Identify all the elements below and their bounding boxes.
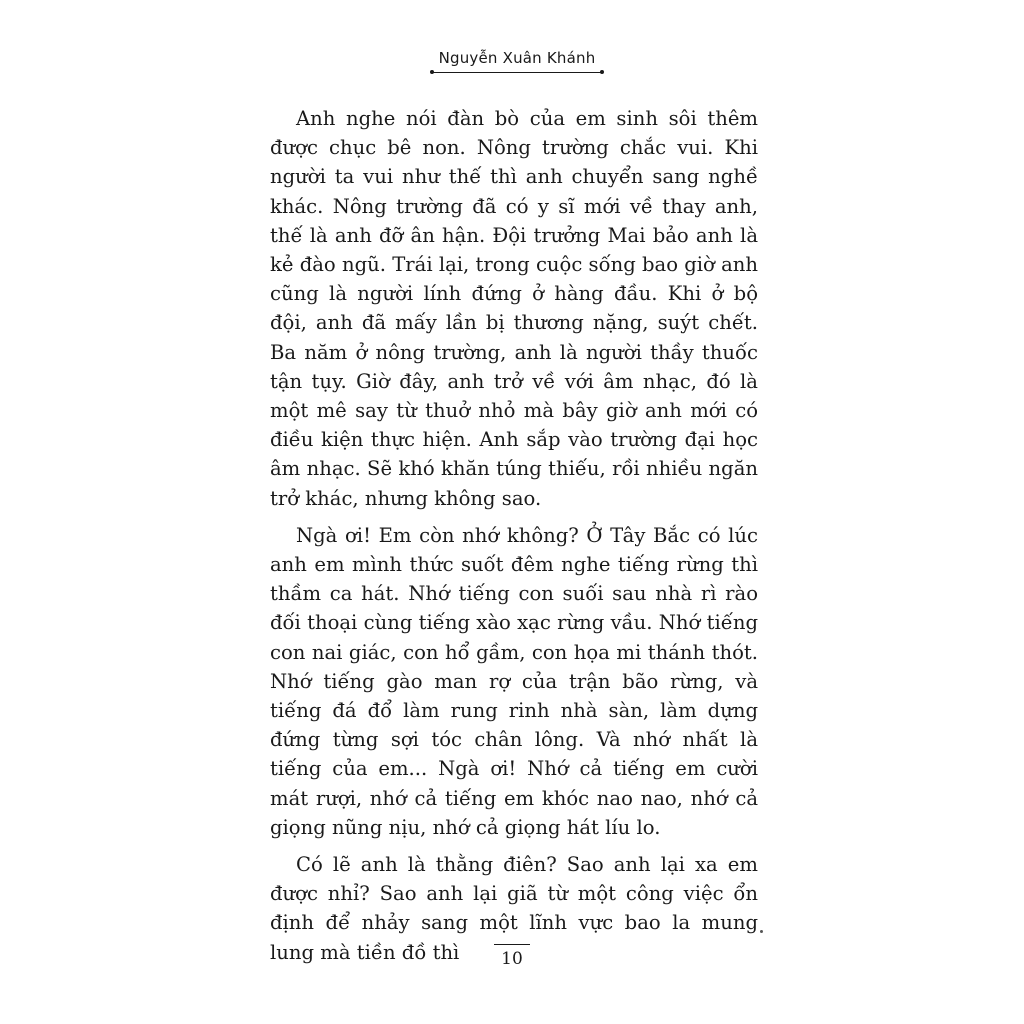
folio-rule — [494, 944, 530, 945]
header-rule — [432, 72, 602, 73]
running-header — [432, 48, 602, 73]
paragraph: Có lẽ anh là thằng điên? Sao anh lại xa em được nhỉ? Sao anh lại giã từ một công việc ổn định để nhảy sang một lĩnh vực bao la mung lung mà tiền đồ thì — [270, 853, 758, 964]
body-text — [270, 104, 758, 975]
paragraph: Ngà ơi! Em còn nhớ không? Ở Tây Bắc có lúc anh em mình thức suốt đêm nghe tiếng rừng thì thầm ca hát. Nhớ tiếng con suối sau nhà rì rào đối thoại cùng tiếng xào xạc rừng vầu. Nhớ tiếng con nai giác, con hổ gầm, con họa mi thánh thót. Nhớ tiếng gào man rợ của trận bão rừng, và tiếng đá đổ làm rung rinh nhà sàn, làm dựng đứng từng sợi tóc chân lông. Và nhớ nhất là tiếng của em... Ngà ơi! Nhớ cả tiếng em cười mát rượi, nhớ cả tiếng em khóc nao nao, nhớ cả giọng nũng nịu, nhớ cả giọng hát líu lo. — [270, 523, 758, 839]
print-speck — [760, 930, 763, 933]
paragraph: Anh nghe nói đàn bò của em sinh sôi thêm được chục bê non. Nông trường chắc vui. Khi người ta vui như thế thì anh chuyển sang nghề khác. Nông trường đã có y sĩ mới về thay anh, thế là anh đỡ ân hận. Đội trưởng Mai bảo anh là kẻ đào ngũ. Trái lại, trong cuộc sống bao giờ anh cũng là người lính đứng ở hàng đầu. Khi ở bộ đội, anh đã mấy lần bị thương nặng, suýt chết. Ba năm ở nông trường, anh là người thầy thuốc tận tụy. Giờ đây, anh trở về với âm nhạc, đó là một mê say từ thuở nhỏ mà bây giờ anh mới có điều kiện thực hiện. Anh sắp vào trường đại học âm nhạc. Sẽ khó khăn túng thiếu, rồi nhiều ngăn trở khác, nhưng không sao. — [270, 107, 758, 510]
page-folio — [492, 944, 532, 969]
page-number: 10 — [501, 949, 523, 969]
author-name: Nguyễn Xuân Khánh — [438, 49, 596, 67]
